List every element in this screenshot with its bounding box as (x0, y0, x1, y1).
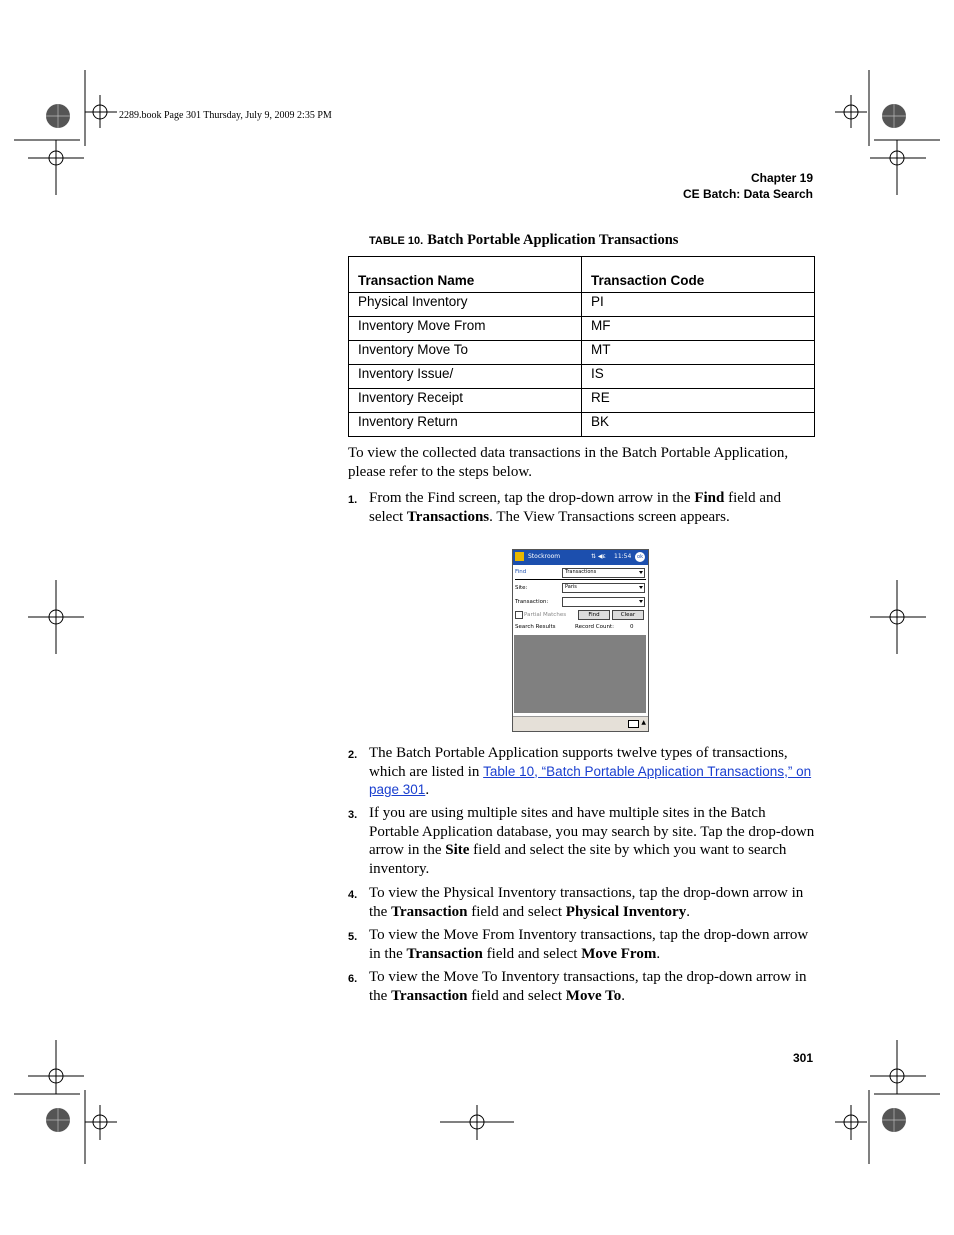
ok-button[interactable]: ok (635, 552, 645, 562)
transaction-code: MF (582, 317, 815, 341)
chevron-down-icon (639, 586, 643, 589)
step-text: To view the Physical Inventory transactions, tap the drop-down arrow in the Transaction field and select Physical Inventory. (369, 885, 804, 920)
transaction-name: Inventory Move From (349, 317, 582, 341)
step-number: 5. (348, 931, 358, 943)
chevron-down-icon (639, 600, 643, 603)
table-reference-link[interactable]: Table 10, “Batch Portable Application Transactions,” on page 301 (369, 763, 812, 797)
search-results-label: Search Results (515, 624, 556, 630)
table-caption (369, 231, 678, 249)
column-header: Transaction Code (582, 257, 815, 293)
step-text: From the Find screen, tap the drop-down arrow in the Find field and select Transactions. The View Transactions screen appears. (369, 490, 782, 525)
record-count-label: Record Count: (575, 624, 614, 630)
transaction-name: Inventory Receipt (349, 389, 582, 413)
page-number: 301 (792, 1051, 813, 1065)
table-title: Batch Portable Application Transactions (427, 232, 679, 248)
view-transactions-screenshot (512, 549, 649, 732)
transactions-table (348, 256, 815, 437)
step-text: If you are using multiple sites and have multiple sites in the Batch Portable Application database, you may search by site. Tap the drop-down arrow in the Site field and select the site by which you want to search inventory. (369, 805, 815, 877)
intro-paragraph: To view the collected data transactions in the Batch Portable Application, please refer to the steps below. (348, 445, 789, 480)
transaction-name: Inventory Issue/ (349, 365, 582, 389)
clear-button[interactable]: Clear (612, 610, 644, 620)
step-number: 6. (348, 973, 358, 985)
step-number: 3. (348, 809, 358, 821)
print-slug: 2289.book Page 301 Thursday, July 9, 2009 2:35 PM (119, 110, 332, 121)
step-number: 2. (348, 749, 358, 761)
step-text: The Batch Portable Application supports twelve types of transactions, which are listed in Table 10, “Batch Portable Application Transactions,” on page 301. (369, 745, 812, 798)
record-count-value: 0 (630, 624, 634, 630)
partial-matches-checkbox[interactable] (515, 611, 523, 619)
find-menu-label[interactable]: Find (515, 569, 527, 575)
step-text: To view the Move From Inventory transactions, tap the drop-down arrow in the Transaction field and select Move From. (369, 927, 809, 962)
site-dropdown[interactable]: Paris (562, 583, 645, 593)
site-label: Site: (515, 585, 528, 591)
step-number: 4. (348, 889, 358, 901)
table-row (349, 341, 815, 365)
device-app-title: Stockroom (528, 553, 561, 560)
table-row (349, 317, 815, 341)
table-row (349, 389, 815, 413)
chapter-number: Chapter 19 (750, 171, 813, 185)
transaction-code: PI (582, 293, 815, 317)
transaction-code: BK (582, 413, 815, 437)
device-clock: 11:54 (614, 553, 632, 560)
transaction-label: Transaction: (515, 599, 549, 605)
divider (515, 579, 646, 580)
windows-start-icon (515, 552, 524, 561)
table-row (349, 365, 815, 389)
chevron-down-icon (639, 571, 643, 574)
column-header: Transaction Name (349, 257, 582, 293)
transaction-name: Inventory Move To (349, 341, 582, 365)
transaction-name: Inventory Return (349, 413, 582, 437)
transaction-name: Physical Inventory (349, 293, 582, 317)
device-title-bar (513, 550, 648, 565)
transaction-code: RE (582, 389, 815, 413)
search-results-list[interactable] (514, 635, 646, 713)
chevron-up-icon[interactable]: ▲ (641, 719, 646, 726)
device-command-bar (513, 716, 648, 731)
transaction-dropdown[interactable] (562, 597, 645, 607)
table-header-row (349, 257, 815, 293)
table-row (349, 413, 815, 437)
transaction-code: MT (582, 341, 815, 365)
step-number: 1. (348, 494, 358, 506)
find-button[interactable]: Find (578, 610, 610, 620)
step-text: To view the Move To Inventory transactions, tap the drop-down arrow in the Transaction field and select Move To. (369, 969, 807, 1004)
find-dropdown[interactable]: Transactions (562, 568, 645, 578)
transaction-code: IS (582, 365, 815, 389)
signal-icon: ⇅ ◀ε (591, 553, 606, 560)
partial-matches-label: Partial Matches (524, 612, 567, 618)
table-row (349, 293, 815, 317)
table-label: TABLE 10. (369, 235, 424, 247)
keyboard-icon[interactable] (628, 720, 639, 728)
chapter-title: CE Batch: Data Search (682, 187, 813, 201)
